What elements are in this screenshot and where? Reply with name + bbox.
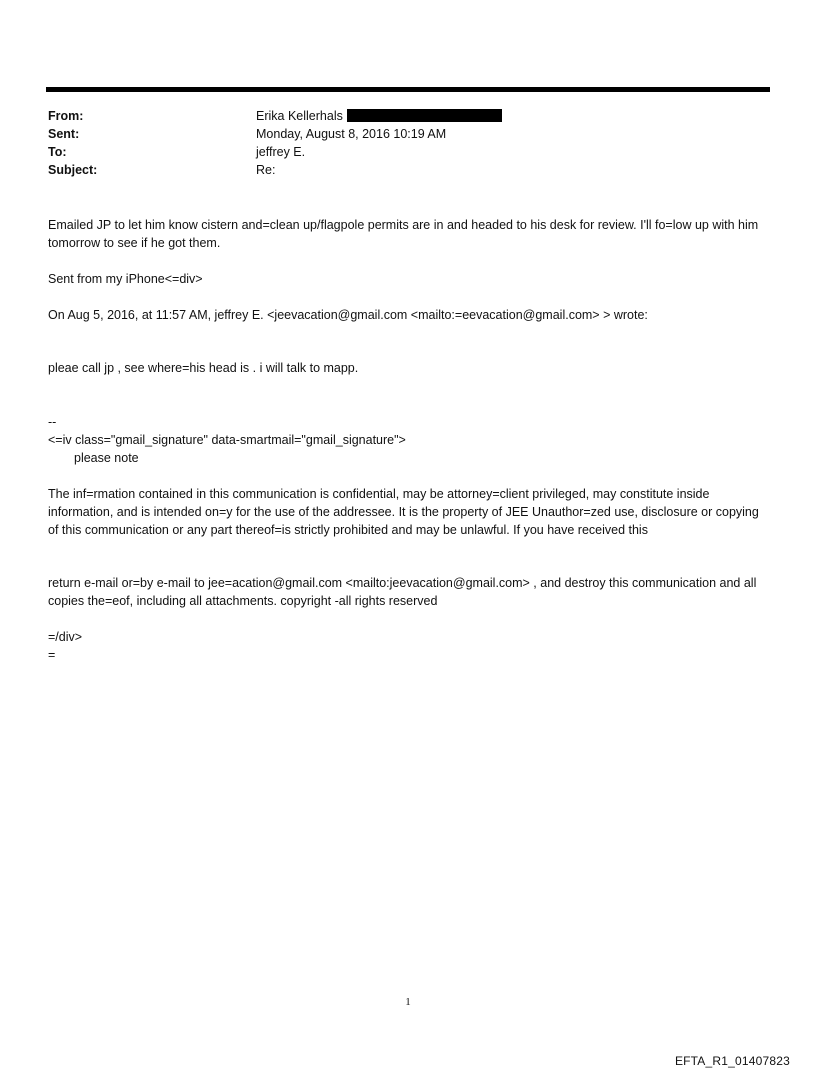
body-paragraph: Emailed JP to let him know cistern and=clean up/flagpole permits are in and headed to his desk for review. I'll fo=low up with him tomorrow to see if he got them. xyxy=(48,218,759,250)
signature-separator: -- xyxy=(48,415,57,429)
sent-from-line: Sent from my iPhone<=div> xyxy=(48,272,203,286)
page-number: 1 xyxy=(405,996,411,1008)
signature-div-line: <=iv class="gmail_signature" data-smartmail="gmail_signature"> xyxy=(48,433,406,447)
disclaimer-paragraph: The inf=rmation contained in this communication is confidential, may be attorney=client privileged, may constitute inside information, and is intended on=y for the use of the addressee. It is the property of JEE Unauthor=zed use, disclosure or copying of this communication or any part thereof=is strictly prohibited and may be unlawful. If you have received this xyxy=(48,487,759,537)
from-name: Erika Kellerhals xyxy=(256,109,343,123)
redaction-bar xyxy=(347,109,502,122)
sent-value: Monday, August 8, 2016 10:19 AM xyxy=(256,127,447,141)
to-label: To: xyxy=(48,145,67,159)
signature-note: please note xyxy=(74,451,139,465)
to-value: jeffrey E. xyxy=(256,145,306,159)
subject-label: Subject: xyxy=(48,163,98,177)
quoted-message: pleae call jp , see where=his head is . i will talk to mapp. xyxy=(48,361,359,375)
closing-equals-line: = xyxy=(48,648,56,662)
disclaimer-return-paragraph: return e-mail or=by e-mail to jee=acation@gmail.com <mailto:jeevacation@gmail.com> , and destroy this communication and all copies the=eof, including all attachments. copyright -all rights reserved xyxy=(48,576,757,608)
quote-header: On Aug 5, 2016, at 11:57 AM, jeffrey E. <jeevacation@gmail.com <mailto:=eevacation@gmail.com> > wrote: xyxy=(48,308,648,322)
header-rule xyxy=(46,87,770,92)
from-label: From: xyxy=(48,109,84,123)
closing-div-line: =/div> xyxy=(48,630,83,644)
from-value xyxy=(256,107,502,125)
sent-label: Sent: xyxy=(48,127,80,141)
document-id: EFTA_R1_01407823 xyxy=(674,1054,790,1068)
subject-value: Re: xyxy=(256,163,276,177)
